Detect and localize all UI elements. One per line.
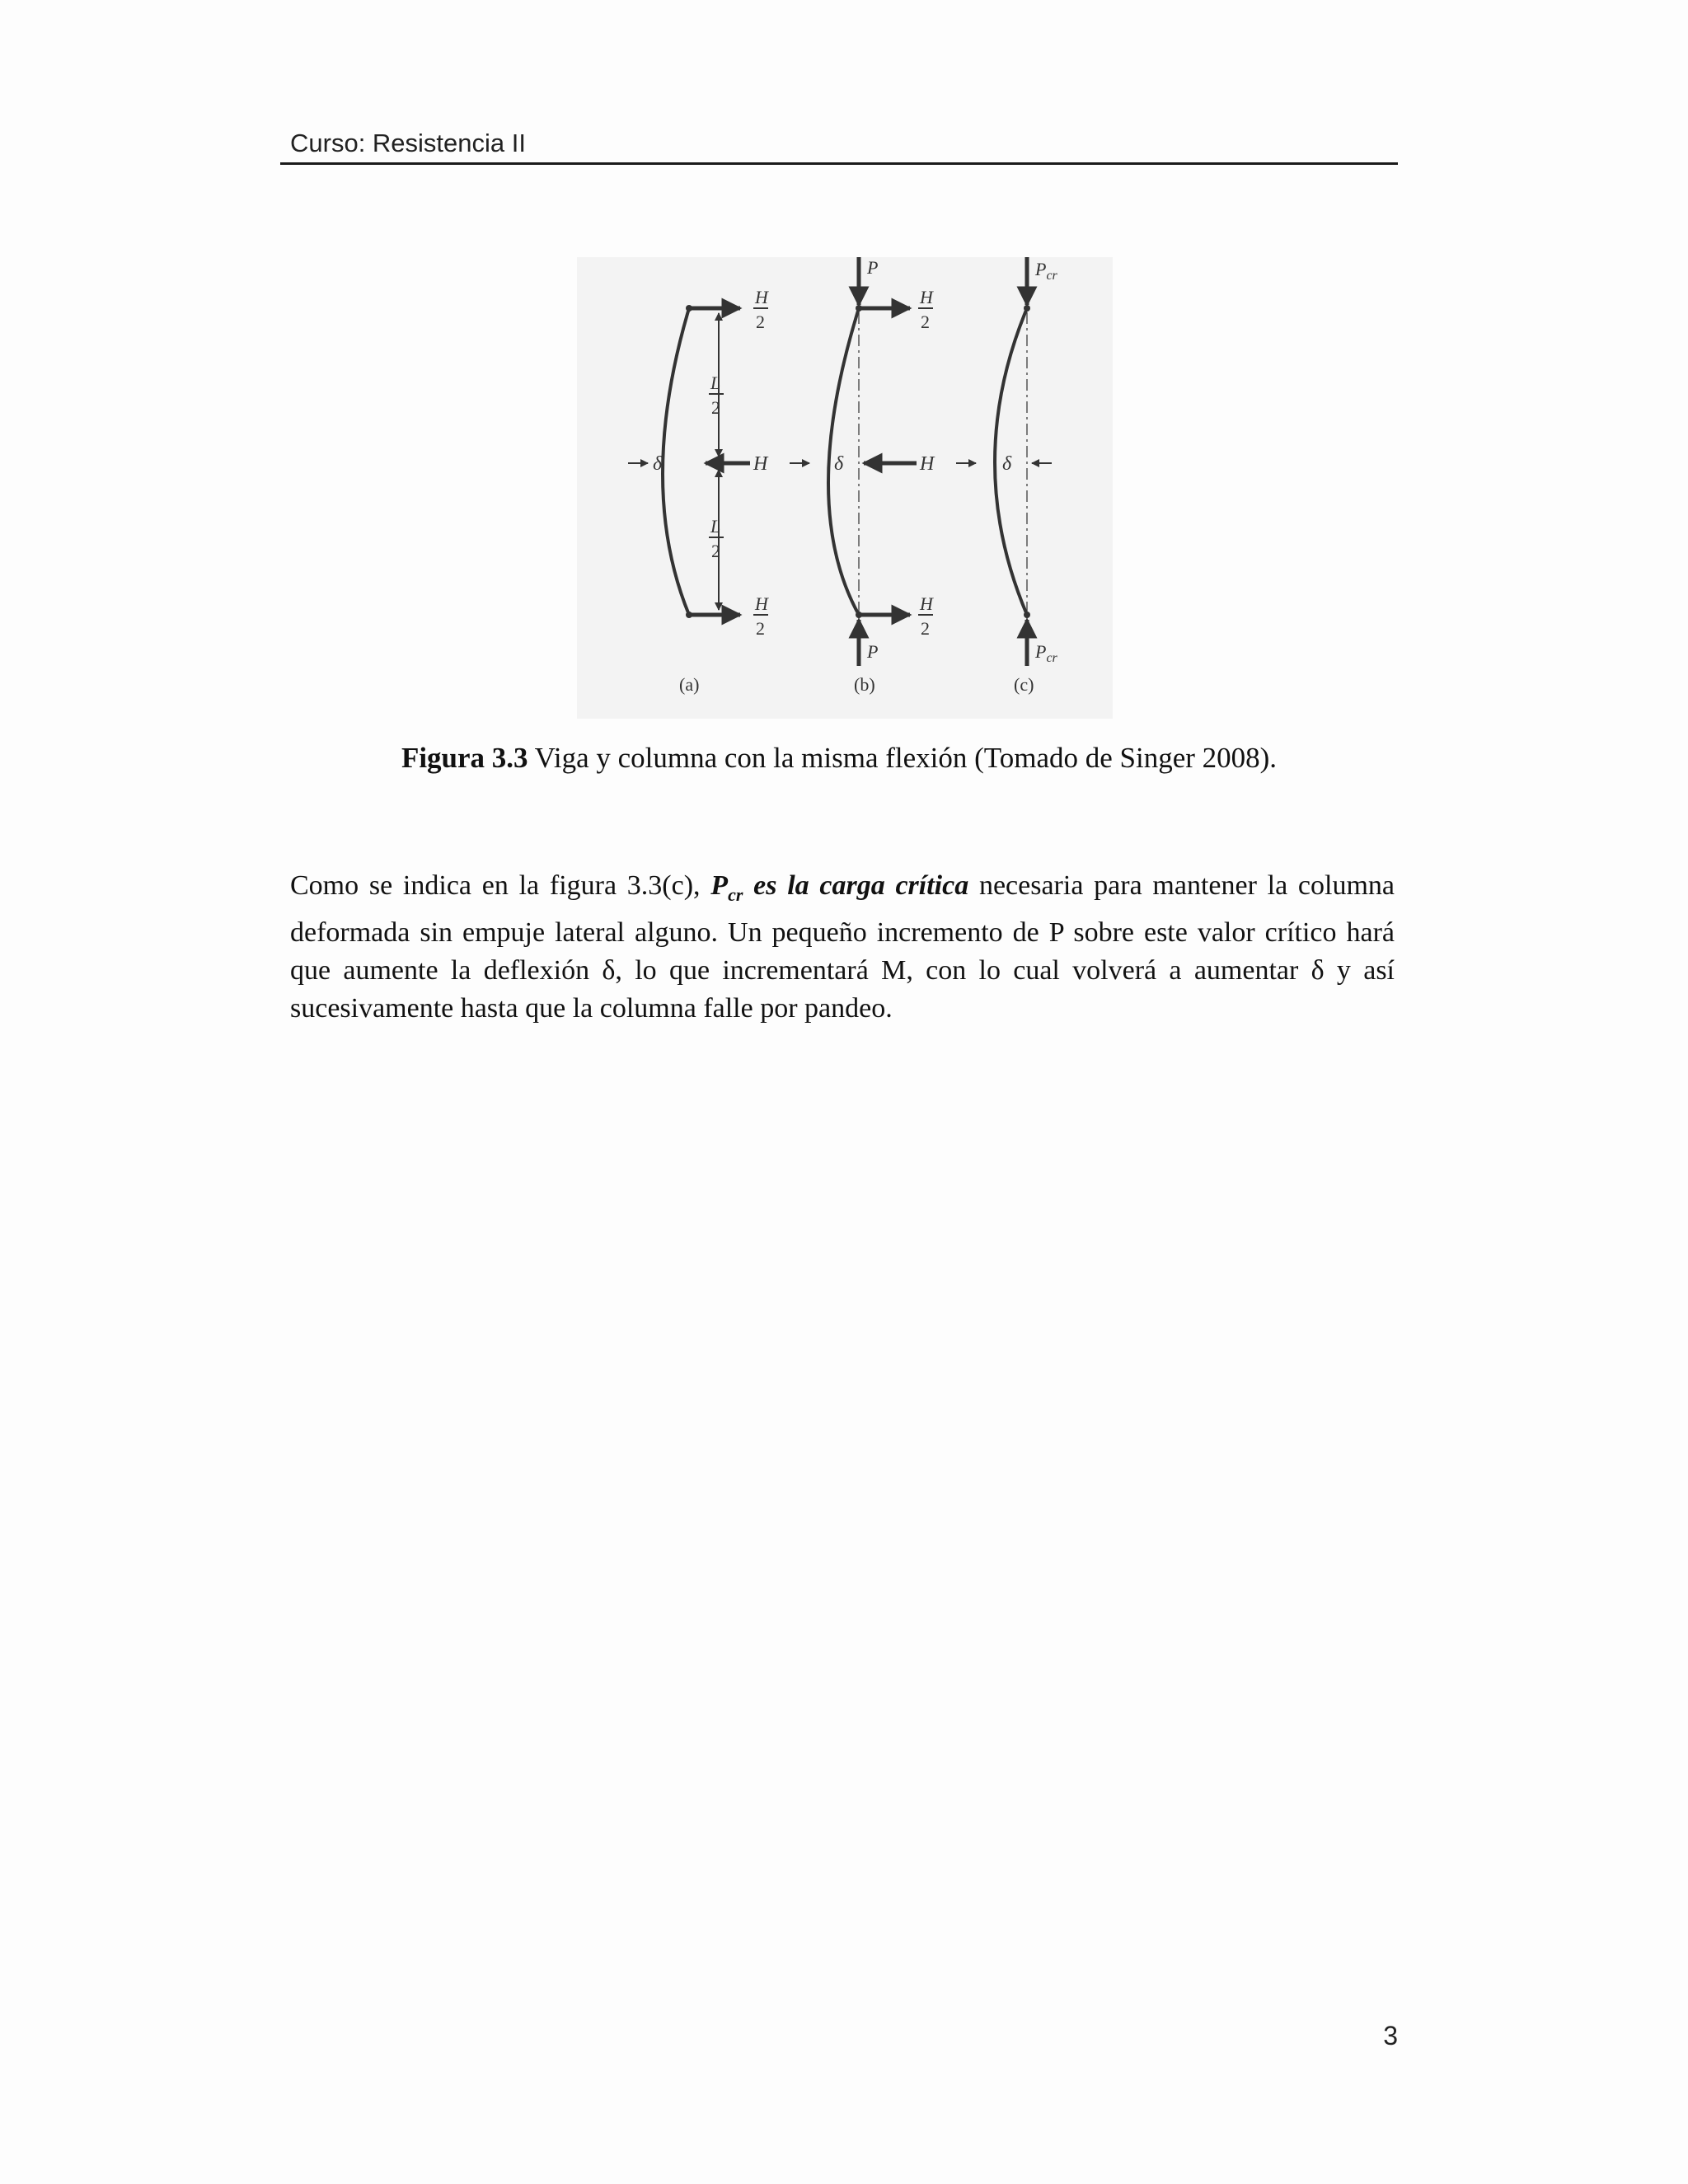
label-a-l2-top-den: 2 (711, 397, 720, 418)
label-b-delta: δ (834, 453, 844, 475)
emph-base: P (710, 870, 729, 901)
label-b-p-top: P (867, 257, 879, 278)
label-a-l2-bottom-den: 2 (711, 541, 720, 561)
label-a-h2-top-den: 2 (756, 312, 765, 332)
caption-text: Viga y columna con la misma flexión (Tomado de Singer 2008). (528, 742, 1278, 774)
figure-caption (280, 742, 1398, 775)
label-c-delta: δ (1002, 453, 1012, 475)
figure-beam-column-diagram (577, 257, 1113, 719)
emph-subscript: cr (728, 883, 743, 905)
label-a: (a) (679, 674, 700, 695)
label-a-h2-bottom: H (755, 593, 768, 614)
diagram-a (628, 287, 769, 695)
label-a-h2-bottom-den: 2 (756, 618, 765, 639)
label-a-h: H (753, 453, 768, 475)
paragraph-part1: Como se indica en la figura 3.3(c), (290, 870, 711, 901)
label-c-pcr-bottom: $P_{cr}$ (1035, 641, 1057, 665)
paragraph-part2: necesaria para mantener la columna deformada sin empuje lateral alguno. Un pequeño incremento de P sobre este valor crítico hará que aumente la deflexión δ, lo que incrementará M, con lo cual volverá a aumentar δ y así sucesivamente hasta que la columna falle por pandeo. (290, 870, 1395, 1024)
emph-rest: es la carga crítica (743, 870, 969, 901)
header-course-title: Curso: Resistencia II (290, 129, 526, 157)
label-b-h2-top-den: 2 (921, 312, 930, 332)
label-b-h2-bottom: H (920, 593, 933, 614)
label-a-h2-top: H (755, 287, 768, 307)
label-b-h2-top: H (920, 287, 933, 307)
label-c-pcr-top: $P_{cr}$ (1035, 259, 1057, 283)
diagram-c (956, 257, 1058, 695)
label-b: (b) (854, 674, 875, 695)
label-a-delta: δ (653, 453, 663, 475)
label-a-l2-top: L (710, 373, 721, 393)
page-number: 3 (1383, 2021, 1398, 2050)
label-b-h2-bottom-den: 2 (921, 618, 930, 639)
body-paragraph (290, 867, 1395, 1028)
label-b-p-bottom: P (867, 641, 879, 662)
paragraph-emphasis (710, 870, 969, 905)
header-rule (280, 162, 1398, 165)
label-c: (c) (1014, 674, 1034, 695)
label-a-l2-bottom: L (710, 516, 721, 537)
caption-label: Figura 3.3 (401, 742, 528, 774)
diagram-b (790, 257, 935, 695)
label-b-h: H (920, 453, 935, 475)
beam-column-svg (577, 257, 1113, 719)
